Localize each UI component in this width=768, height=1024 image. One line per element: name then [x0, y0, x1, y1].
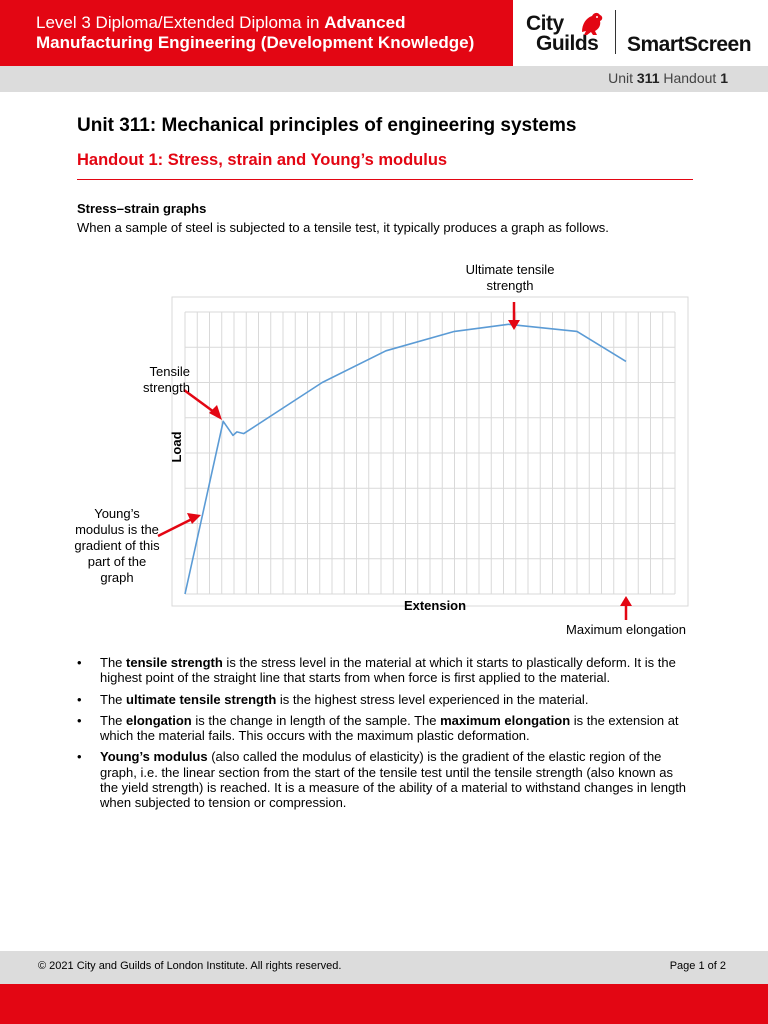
list-item: • The ultimate tensile strength is the highest stress level experienced in the material. — [77, 692, 692, 707]
intro-paragraph: When a sample of steel is subjected to a tensile test, it typically produces a graph as follows. — [77, 220, 609, 235]
handout-title: Handout 1: Stress, strain and Young’s modulus — [77, 151, 448, 169]
unit-handout-label: Unit 311 Handout 1 — [608, 70, 728, 86]
smartscreen-logo-text: SmartScreen — [627, 33, 752, 56]
header-title-bold-line2: Manufacturing Engineering (Development Knowledge) — [36, 33, 475, 52]
section-heading: Stress–strain graphs — [77, 201, 207, 216]
lion-logo-icon — [576, 8, 606, 38]
unit-subbar — [0, 66, 768, 92]
page-title: Unit 311: Mechanical principles of engineering systems — [77, 115, 577, 136]
list-item: • The elongation is the change in length of the sample. The maximum elongation is the extension at which the material fails. This occurs with the maximum plastic deformation. — [77, 713, 692, 744]
youngs-modulus-annotation: Young’s modulus is the gradient of this part of the graph — [74, 506, 160, 585]
tensile-strength-annotation: Tensile strength — [143, 364, 190, 395]
copyright-text: © 2021 City and Guilds of London Institute. All rights reserved. — [38, 960, 342, 972]
definitions-list — [77, 655, 692, 817]
header-title-bold: Advanced — [324, 13, 406, 32]
header-title: Level 3 Diploma/Extended Diploma in Advanced Manufacturing Engineering (Development Knowledge) — [36, 13, 475, 52]
chart-grid — [185, 312, 675, 594]
max-elongation-annotation: Maximum elongation — [566, 622, 686, 637]
uts-annotation: Ultimate tensile strength — [465, 262, 555, 293]
footer-bar — [0, 951, 768, 984]
list-item: • Young’s modulus (also called the modulus of elasticity) is the gradient of the elastic region of the graph, i.e. the linear section from the start of the tensile test until the tensile strength (also known as the yield strength) is reached. It is a measure of the ability of a material to withstand changes in length when subjected to tension or compression. — [77, 749, 692, 810]
footer-banner — [0, 984, 768, 1024]
logo-guilds-text: Guilds — [536, 32, 599, 55]
y-axis-label: Load — [169, 431, 184, 463]
logo-divider — [615, 10, 616, 54]
logo-city-text: City — [526, 12, 564, 35]
title-divider — [77, 179, 693, 180]
page-number: Page 1 of 2 — [669, 960, 726, 972]
stress-strain-chart — [0, 250, 768, 650]
list-item: • The tensile strength is the stress level in the material at which it starts to plastically deform. It is the highest point of the straight line that starts from when force is first applied to the material. — [77, 655, 692, 686]
x-axis-label: Extension — [403, 598, 467, 613]
